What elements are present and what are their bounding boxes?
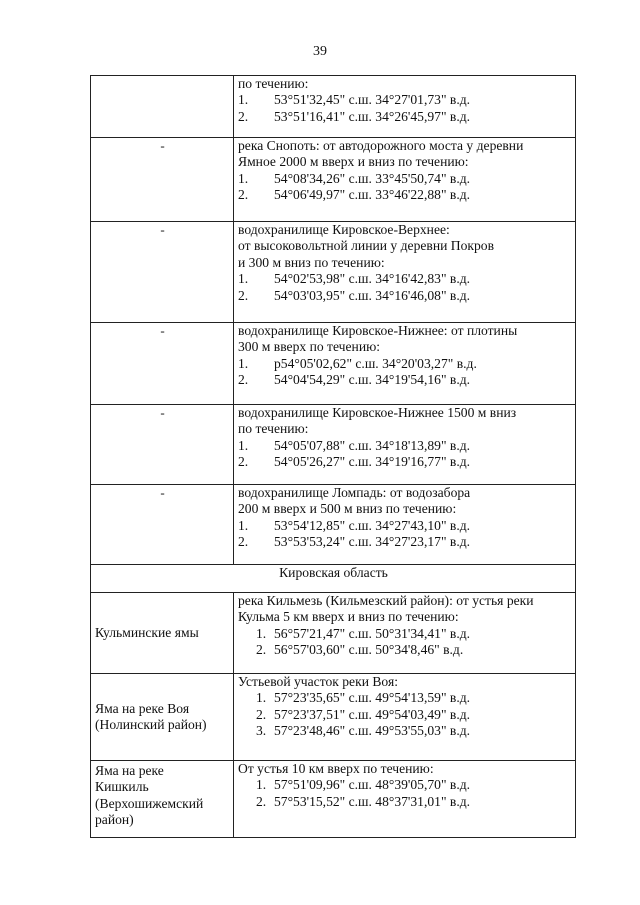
coordinate-number: 2. xyxy=(238,534,249,550)
dash-mark: - xyxy=(160,323,165,338)
description-line: водохранилище Кировское-Нижнее 1500 м вниз xyxy=(238,405,517,420)
coordinate-number: 1. xyxy=(238,92,249,108)
description-line: по течению: xyxy=(238,76,309,91)
boundary-description-cell xyxy=(234,674,576,761)
coordinate-line xyxy=(238,109,572,125)
description-line: 200 м вверх и 500 м вниз по течению: xyxy=(238,501,457,517)
coordinate-value: 57°23'48,46" с.ш. 49°53'55,03" в.д. xyxy=(274,723,471,739)
description-line: от высоковольтной линии у деревни Покров xyxy=(238,238,494,254)
coordinate-value: 53°54'12,85" с.ш. 34°27'43,10" в.д. xyxy=(274,517,471,533)
dash-mark: - xyxy=(160,138,165,153)
object-name-cell xyxy=(91,485,234,565)
coordinate-number: 1. xyxy=(256,625,267,641)
coordinate-line xyxy=(238,777,572,793)
boundary-description-cell xyxy=(234,405,576,485)
coordinate-number: 1. xyxy=(238,437,249,453)
dash-mark: - xyxy=(160,485,165,500)
table-row xyxy=(91,674,576,761)
table-row xyxy=(91,76,576,138)
coordinate-value: 57°23'35,65" с.ш. 49°54'13,59" в.д. xyxy=(274,690,471,706)
description-line: Кульма 5 км вверх и вниз по течению: xyxy=(238,609,459,625)
coordinate-line xyxy=(238,92,572,108)
coordinate-line xyxy=(238,171,572,187)
table-row xyxy=(91,405,576,485)
object-name-cell xyxy=(91,593,234,674)
coordinate-line xyxy=(238,642,572,658)
table-row xyxy=(91,138,576,222)
dash-mark: - xyxy=(160,405,165,420)
coordinate-number: 2. xyxy=(238,108,249,124)
boundary-description-cell xyxy=(234,323,576,405)
coordinate-line xyxy=(238,356,572,372)
coordinate-number: 2. xyxy=(256,642,267,658)
table-row xyxy=(91,222,576,323)
coordinate-number: 2. xyxy=(238,372,249,388)
coordinate-value: 57°23'37,51" с.ш. 49°54'03,49" в.д. xyxy=(274,706,471,722)
coordinates-table xyxy=(90,75,576,838)
description-line: От устья 10 км вверх по течению: xyxy=(238,761,434,776)
coordinate-number: 1. xyxy=(238,355,249,371)
coordinate-line xyxy=(238,438,572,454)
coordinate-value: 54°02'53,98" с.ш. 34°16'42,83" в.д. xyxy=(274,271,471,287)
dash-mark: - xyxy=(160,222,165,237)
coordinate-value: 53°51'32,45" с.ш. 34°27'01,73" в.д. xyxy=(274,92,471,108)
object-name-cell xyxy=(91,222,234,323)
object-name-cell xyxy=(91,323,234,405)
coordinate-value: 53°53'53,24" с.ш. 34°27'23,17" в.д. xyxy=(274,534,471,550)
description-line: Устьевой участок реки Воя: xyxy=(238,674,398,689)
coordinate-line xyxy=(238,271,572,287)
coordinate-value: р54°05'02,62" с.ш. 34°20'03,27" в.д. xyxy=(274,355,477,371)
coordinate-number: 1. xyxy=(238,170,249,186)
coordinate-number: 2. xyxy=(238,454,249,470)
object-name-line: район) xyxy=(95,812,134,828)
boundary-description-cell xyxy=(234,138,576,222)
object-name-cell xyxy=(91,761,234,838)
coordinate-value: 56°57'03,60" с.ш. 50°34'8,46" в.д. xyxy=(274,642,464,658)
coordinate-line xyxy=(238,454,572,470)
coordinate-line xyxy=(238,288,572,304)
table-row xyxy=(91,485,576,565)
coordinate-value: 57°51'09,96" с.ш. 48°39'05,70" в.д. xyxy=(274,777,471,793)
object-name: Кульминские ямы xyxy=(95,624,199,640)
description-line: река Кильмезь (Кильмезский район): от устья реки xyxy=(238,593,534,608)
coordinate-number: 2. xyxy=(256,706,267,722)
coordinate-value: 54°03'03,95" с.ш. 34°16'46,08" в.д. xyxy=(274,287,471,303)
description-line: водохранилище Ломпадь: от водозабора xyxy=(238,485,471,500)
coordinate-line xyxy=(238,794,572,810)
coordinate-line xyxy=(238,518,572,534)
coordinate-value: 54°05'26,27" с.ш. 34°19'16,77" в.д. xyxy=(274,454,471,470)
coordinate-number: 1. xyxy=(256,777,267,793)
description-line: река Снопоть: от автодорожного моста у деревни xyxy=(238,138,524,153)
object-name-line: (Нолинский район) xyxy=(95,717,207,732)
coordinate-value: 56°57'21,47" с.ш. 50°31'34,41" в.д. xyxy=(274,625,471,641)
coordinate-value: 54°06'49,97" с.ш. 33°46'22,88" в.д. xyxy=(274,187,471,203)
boundary-description-cell xyxy=(234,76,576,138)
table-row xyxy=(91,761,576,838)
boundary-description-cell xyxy=(234,485,576,565)
object-name-line: (Верхошижемский xyxy=(95,795,204,811)
page-number: 39 xyxy=(313,44,327,59)
coordinate-number: 1. xyxy=(256,690,267,706)
coordinate-number: 2. xyxy=(256,793,267,809)
coordinate-number: 2. xyxy=(238,287,249,303)
object-name-cell xyxy=(91,138,234,222)
object-name-line: Яма на реке Воя xyxy=(95,700,190,716)
coordinate-line xyxy=(238,626,572,642)
object-name-line: Кишкиль xyxy=(95,779,149,795)
coordinate-line xyxy=(238,707,572,723)
coordinate-value: 54°04'54,29" с.ш. 34°19'54,16" в.д. xyxy=(274,372,471,388)
coordinate-value: 54°08'34,26" с.ш. 33°45'50,74" в.д. xyxy=(274,170,471,186)
coordinate-number: 3. xyxy=(256,723,267,739)
coordinate-value: 57°53'15,52" с.ш. 48°37'31,01" в.д. xyxy=(274,793,471,809)
coordinate-line xyxy=(238,723,572,739)
table-body xyxy=(91,76,576,838)
boundary-description-cell xyxy=(234,222,576,323)
coordinate-number: 1. xyxy=(238,271,249,287)
object-name-cell xyxy=(91,674,234,761)
table-row xyxy=(91,593,576,674)
boundary-description-cell xyxy=(234,593,576,674)
coordinate-line xyxy=(238,690,572,706)
coordinate-line xyxy=(238,534,572,550)
object-name-cell xyxy=(91,76,234,138)
coordinate-value: 53°51'16,41" с.ш. 34°26'45,97" в.д. xyxy=(274,108,471,124)
coordinate-line xyxy=(238,187,572,203)
description-line: водохранилище Кировское-Нижнее: от плотины xyxy=(238,323,518,338)
table-row xyxy=(91,565,576,593)
description-line: 300 м вверх по течению: xyxy=(238,339,381,355)
description-line: по течению: xyxy=(238,421,309,437)
boundary-description-cell xyxy=(234,761,576,838)
description-line: водохранилище Кировское-Верхнее: xyxy=(238,222,450,237)
object-name-line: Яма на реке xyxy=(95,763,164,778)
coordinate-value: 54°05'07,88" с.ш. 34°18'13,89" в.д. xyxy=(274,437,471,453)
object-name-cell xyxy=(91,405,234,485)
region-header-cell: Кировская область xyxy=(91,565,576,593)
coordinate-number: 1. xyxy=(238,517,249,533)
table-row xyxy=(91,323,576,405)
coordinate-number: 2. xyxy=(238,187,249,203)
description-line: Ямное 2000 м вверх и вниз по течению: xyxy=(238,154,469,170)
coordinate-line xyxy=(238,372,572,388)
description-line: и 300 м вниз по течению: xyxy=(238,254,385,270)
